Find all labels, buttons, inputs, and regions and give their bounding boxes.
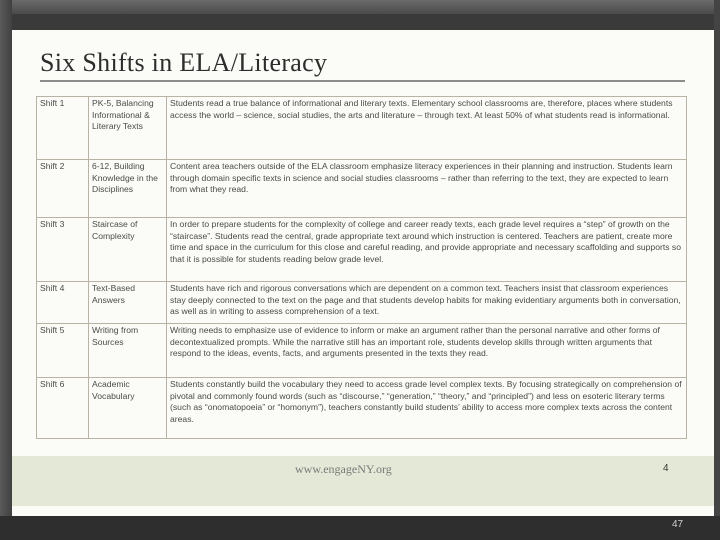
window-frame-left xyxy=(0,0,12,540)
table-row xyxy=(37,160,687,218)
window-frame-bottom xyxy=(0,516,720,540)
table-row xyxy=(37,324,687,378)
footer-url: www.engageNY.org xyxy=(295,462,392,476)
shifts-table xyxy=(36,96,687,439)
title-divider xyxy=(40,80,685,82)
shift-name-cell: 6-12, Building Knowledge in the Disciplines xyxy=(89,160,167,218)
shift-number-cell: Shift 4 xyxy=(37,282,89,324)
shift-description-cell: In order to prepare students for the complexity of college and career ready texts, each grade level requires a “step” of growth on the “staircase”. Students read the central, grade appropriate text around which instruction is centered. Teachers are patient, create more time and space in the curriculum for this close and careful reading, and provide appropriate and necessary scaffolding and supports so that it is possible for students reading below grade level. xyxy=(167,218,687,282)
shift-number-cell: Shift 6 xyxy=(37,378,89,439)
table-row xyxy=(37,282,687,324)
shift-number-cell: Shift 2 xyxy=(37,160,89,218)
shift-description-cell: Students constantly build the vocabulary they need to access grade level complex texts. By focusing strategically on comprehension of pivotal and commonly found words (such as “discourse,” “generation,” “theory,” and “principled”) and less on esoteric literary terms (such as “onomatopoeia” or “homonym”), teachers constantly build students’ ability to access more complex texts across the content areas. xyxy=(167,378,687,439)
shift-description-cell: Students have rich and rigorous conversations which are dependent on a common text. Teachers insist that classroom experiences stay deeply connected to the text on the page and that students develop habits for making evidentiary arguments both in conversation, as well as in writing to assess comprehension of a text. xyxy=(167,282,687,324)
slide-image xyxy=(12,30,714,516)
table-row xyxy=(37,218,687,282)
window-frame-top xyxy=(0,0,720,14)
shift-number-cell: Shift 5 xyxy=(37,324,89,378)
shift-number-cell: Shift 3 xyxy=(37,218,89,282)
table-row xyxy=(37,378,687,439)
shift-description-cell: Content area teachers outside of the ELA classroom emphasize literacy experiences in their planning and instruction. Students learn through domain specific texts in science and social studies classrooms – rather than referring to the text, they are expected to learn from what they read. xyxy=(167,160,687,218)
shift-description-cell: Writing needs to emphasize use of evidence to inform or make an argument rather than the personal narrative and other forms of decontextualized prompts. While the narrative still has an important role, students develop skills through written arguments that respond to the ideas, events, facts, and arguments presented in the texts they read. xyxy=(167,324,687,378)
window-frame-right xyxy=(714,0,720,540)
shift-name-cell: Staircase of Complexity xyxy=(89,218,167,282)
shift-name-cell: Writing from Sources xyxy=(89,324,167,378)
shift-name-cell: Text-Based Answers xyxy=(89,282,167,324)
table-row xyxy=(37,97,687,160)
shift-name-cell: Academic Vocabulary xyxy=(89,378,167,439)
footer-page-number: 4 xyxy=(663,463,669,474)
slide-number: 47 xyxy=(672,519,684,530)
shift-number-cell: Shift 1 xyxy=(37,97,89,160)
shift-description-cell: Students read a true balance of informational and literary texts. Elementary school classrooms are, therefore, places where students access the world – science, social studies, the arts and literature – through text. At least 50% of what students read is informational. xyxy=(167,97,687,160)
shift-name-cell: PK-5, Balancing Informational & Literary Texts xyxy=(89,97,167,160)
slide-title: Six Shifts in ELA/Literacy xyxy=(40,48,328,77)
